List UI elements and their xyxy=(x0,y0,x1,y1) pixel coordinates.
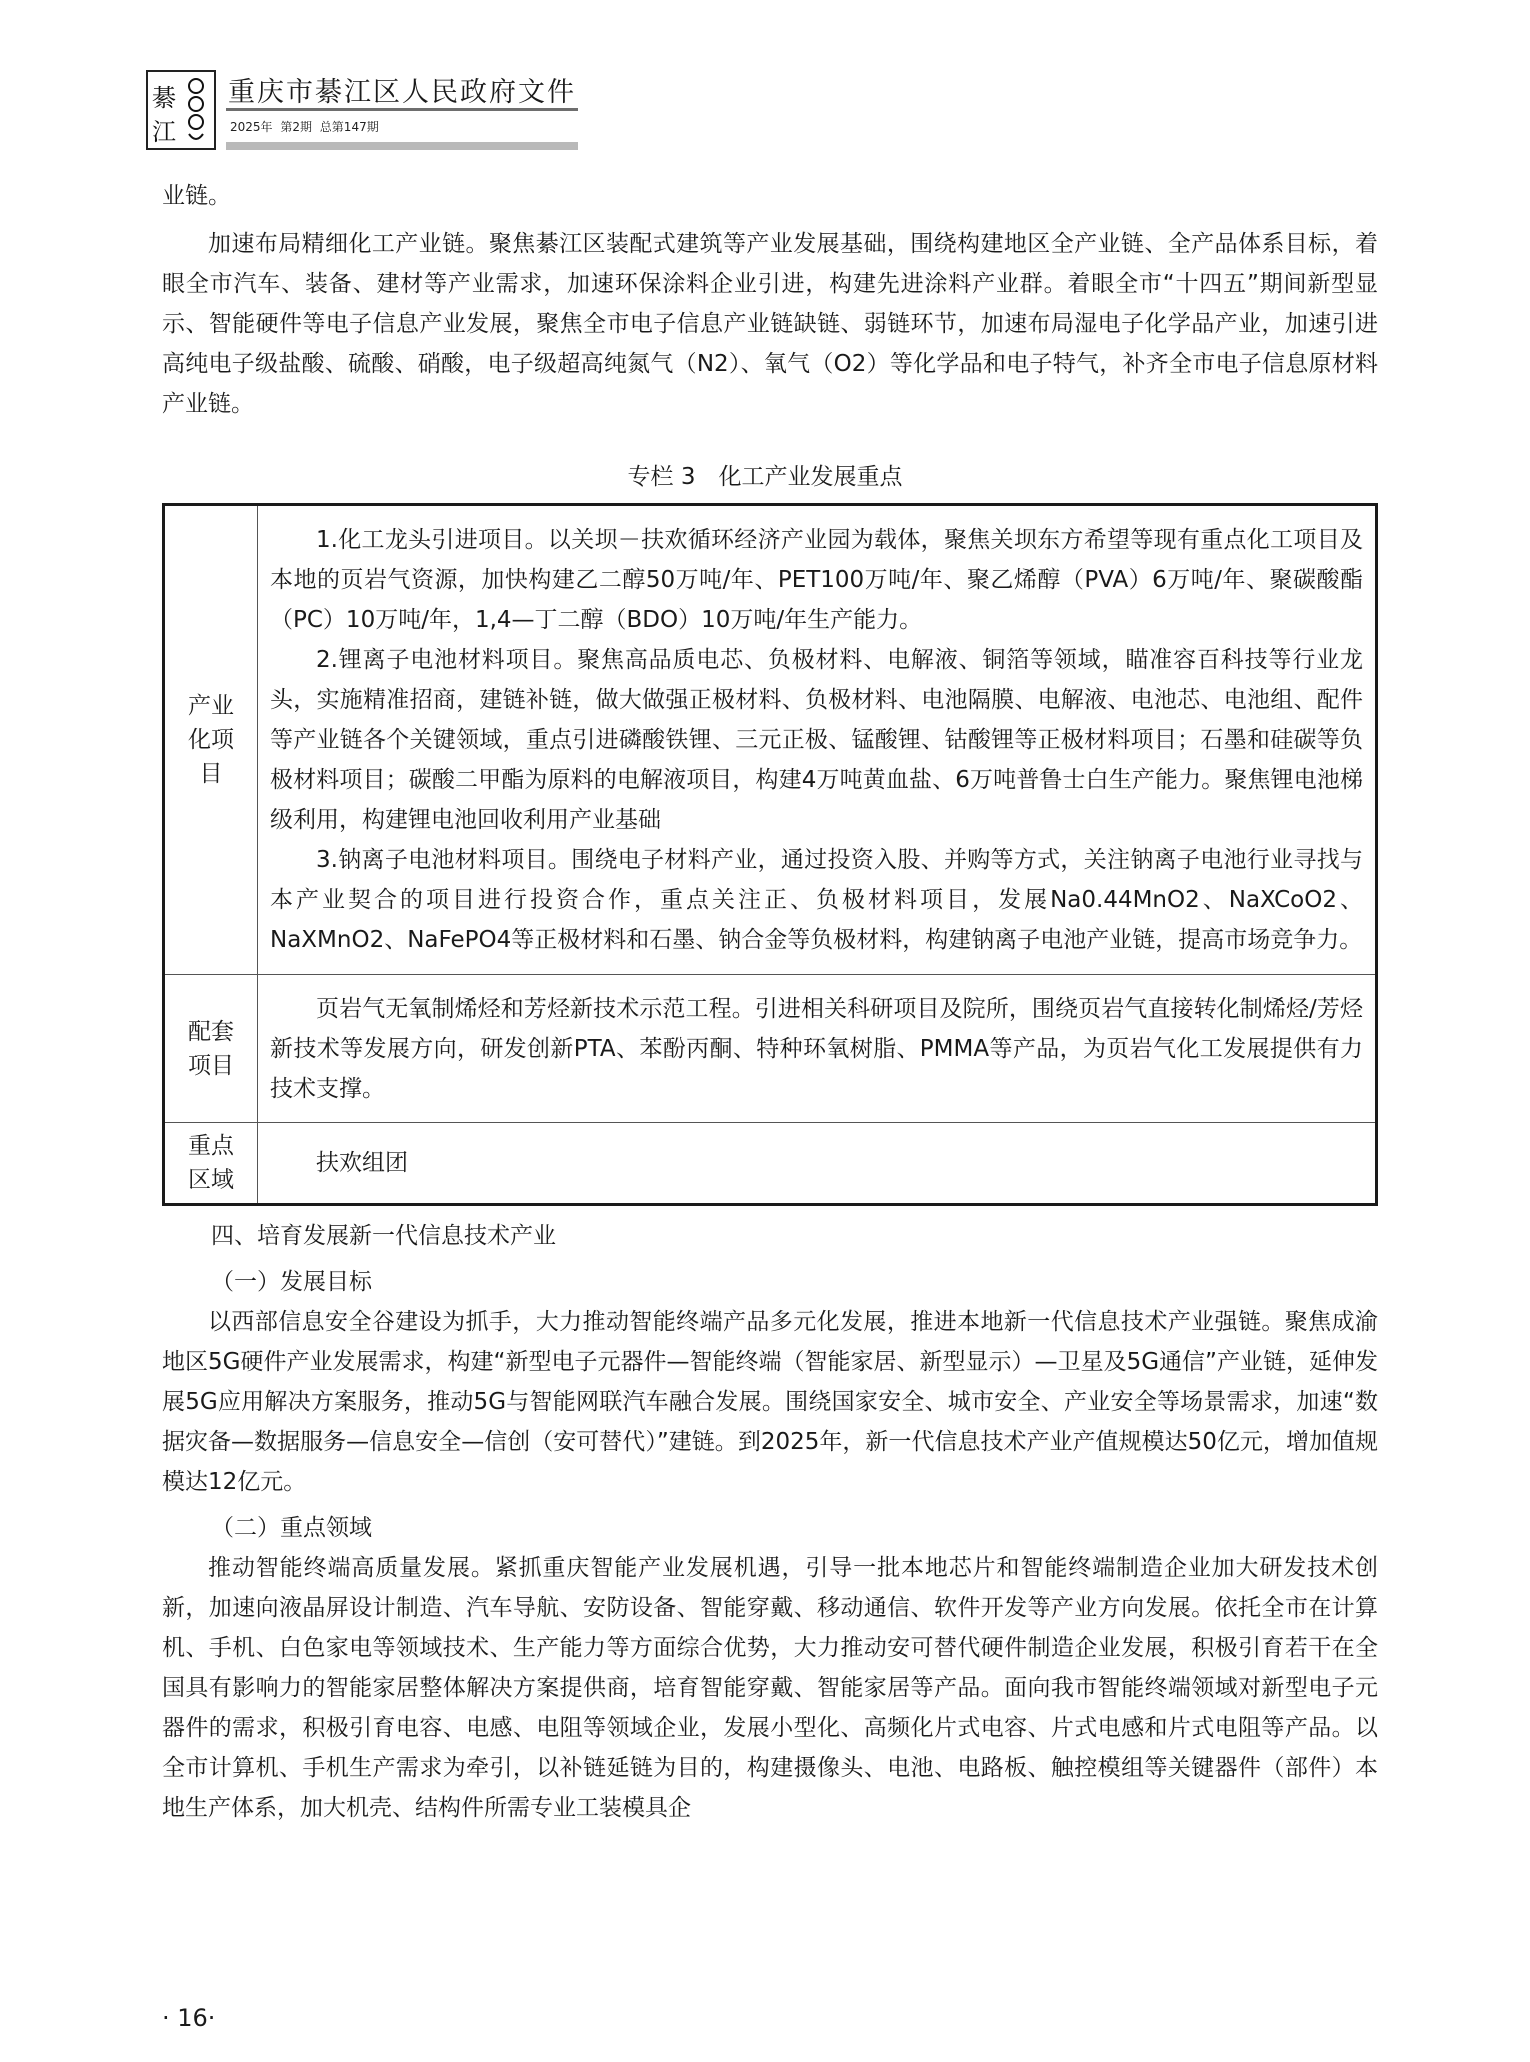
table-row xyxy=(164,1123,1377,1205)
paragraph-key-areas: 推动智能终端高质量发展。紧抓重庆智能产业发展机遇，引导一批本地芯片和智能终端制造企业加大研发技术创新，加速向液晶屏设计制造、汽车导航、安防设备、智能穿戴、移动通信、软件开发等产业方向发展。依托全市在计算机、手机、白色家电等领域技术、生产能力等方面综合优势，大力推动安可替代硬件制造企业发展，积极引育若干在全国具有影响力的智能家居整体解决方案提供商，培育智能穿戴、智能家居等产品。面向我市智能终端领域对新型电子元器件的需求，积极引育电容、电感、电阻等领域企业，发展小型化、高频化片式电容、片式电感和片式电阻等产品。以全市计算机、手机生产需求为牵引，以补链延链为目的，构建摄像头、电池、电路板、触控模组等关键器件（部件）本地生产体系，加大机壳、结构件所需专业工装模具企 xyxy=(162,1555,1378,1821)
paragraph-continuation: 业链。 xyxy=(162,183,231,209)
project-item: 3.钠离子电池材料项目。围绕电子材料产业，通过投资入股、并购等方式，关注钠离子电池行业寻找与本产业契合的项目进行投资合作，重点关注正、负极材料项目，发展Na0.44MnO2、NaXCoO2、NaXMnO2、NaFePO4等正极材料和石墨、钠合金等负极材料，构建钠离子电池产业链，提高市场竞争力。 xyxy=(270,847,1363,953)
project-item: 扶欢组团 xyxy=(316,1150,408,1176)
page-number: · 16· xyxy=(162,2004,216,2032)
chemical-industry-table xyxy=(162,503,1378,1206)
svg-text:綦: 綦 xyxy=(152,84,176,112)
row-content xyxy=(258,975,1377,1123)
paragraph-goals: 以西部信息安全谷建设为抓手，大力推动智能终端产品多元化发展，推进本地新一代信息技术产业强链。聚焦成渝地区5G硬件产业发展需求，构建“新型电子元器件—智能终端（智能家居、新型显示）—卫星及5G通信”产业链，延伸发展5G应用解决方案服务，推动5G与智能网联汽车融合发展。围绕国家安全、城市安全、产业安全等场景需求，加速“数据灾备—数据服务—信息安全—信创（安可替代）”建链。到2025年，新一代信息技术产业产值规模达50亿元，增加值规模达12亿元。 xyxy=(162,1309,1378,1495)
table-row xyxy=(164,975,1377,1123)
publication-title: 重庆市綦江区人民政府文件 xyxy=(228,77,576,108)
svg-text:江: 江 xyxy=(152,118,176,146)
header-band xyxy=(226,142,578,150)
masthead xyxy=(146,62,578,158)
row-content xyxy=(258,1123,1377,1205)
project-item: 2.锂离子电池材料项目。聚焦高品质电芯、负极材料、电解液、铜箔等领域，瞄准容百科技等行业龙头，实施精准招商，建链补链，做大做强正极材料、负极材料、电池隔膜、电解液、电池芯、电池组、配件等产业链各个关键领域，重点引进磷酸铁锂、三元正极、锰酸锂、钴酸锂等正极材料项目；石墨和硅碳等负极材料项目；碳酸二甲酯为原料的电解液项目，构建4万吨黄血盐、6万吨普鲁士白生产能力。聚焦锂电池梯级利用，构建锂电池回收利用产业基础 xyxy=(270,647,1363,833)
header-divider xyxy=(226,108,578,111)
issue-info: 2025年 第2期 总第147期 xyxy=(230,120,379,134)
row-label: 重点区域 xyxy=(164,1123,258,1205)
row-label: 配套项目 xyxy=(164,975,258,1123)
project-item: 页岩气无氧制烯烃和芳烃新技术示范工程。引进相关科研项目及院所，围绕页岩气直接转化制烯烃/芳烃新技术等发展方向，研发创新PTA、苯酚丙酮、特种环氧树脂、PMMA等产品，为页岩气化工发展提供有力技术支撑。 xyxy=(270,995,1363,1102)
row-label: 产业化项目 xyxy=(164,505,258,975)
district-logo-icon xyxy=(146,70,216,150)
box-caption: 专栏 3 化工产业发展重点 xyxy=(627,464,903,490)
subsection-heading: （一）发展目标 xyxy=(211,1269,372,1295)
project-item: 1.化工龙头引进项目。以关坝－扶欢循环经济产业园为载体，聚焦关坝东方希望等现有重点化工项目及本地的页岩气资源，加快构建乙二醇50万吨/年、PET100万吨/年、聚乙烯醇（PVA）6万吨/年、聚碳酸酯（PC）10万吨/年，1,4—丁二醇（BDO）10万吨/年生产能力。 xyxy=(270,527,1363,633)
paragraph-fine-chemical: 加速布局精细化工产业链。聚焦綦江区装配式建筑等产业发展基础，围绕构建地区全产业链、全产品体系目标，着眼全市汽车、装备、建材等产业需求，加速环保涂料企业引进，构建先进涂料产业群。着眼全市“十四五”期间新型显示、智能硬件等电子信息产业发展，聚焦全市电子信息产业链缺链、弱链环节，加速布局湿电子化学品产业，加速引进高纯电子级盐酸、硫酸、硝酸，电子级超高纯氮气（N2）、氧气（O2）等化学品和电子特气，补齐全市电子信息原材料产业链。 xyxy=(162,231,1378,417)
subsection-heading: （二）重点领域 xyxy=(211,1515,372,1541)
section-heading: 四、培育发展新一代信息技术产业 xyxy=(211,1223,556,1249)
table-row xyxy=(164,505,1377,975)
row-content xyxy=(258,505,1377,975)
